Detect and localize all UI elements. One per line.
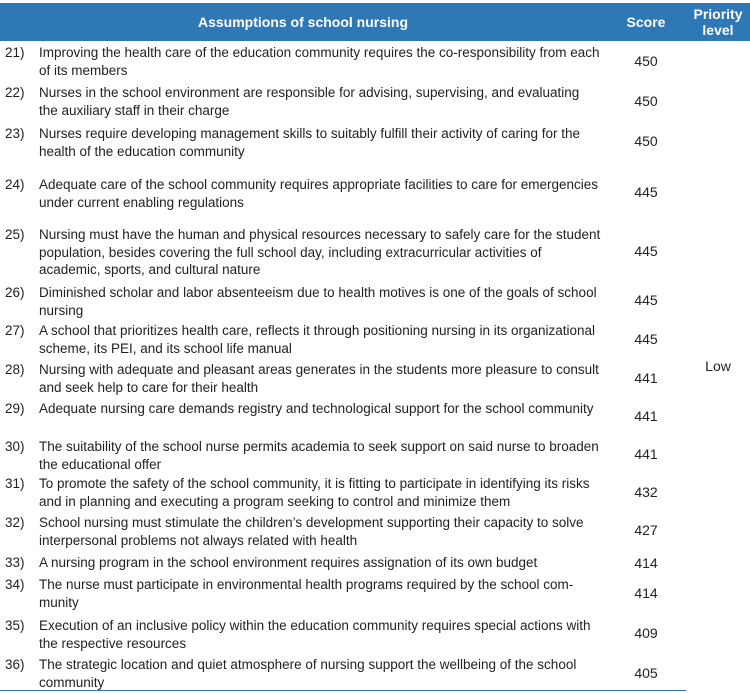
row-number: 24) (5, 177, 25, 192)
row-number: 32) (5, 515, 25, 530)
row-text: Diminished scholar and labor absenteeism due to health motives is one of the goals of school nursing (39, 285, 597, 318)
row-score: 450 (634, 53, 658, 69)
row-text: Nursing with adequate and pleasant areas generates in the students more pleasure to consult and seek help to care for their health (39, 362, 599, 395)
row-score: 441 (634, 446, 658, 462)
row-number: 25) (5, 227, 25, 242)
row-score: 427 (634, 522, 658, 538)
row-number: 30) (5, 439, 25, 454)
row-score: 441 (634, 370, 658, 386)
row-text: To promote the safety of the school community, it is fitting to participate in identifying its risks and in planning and executing a program seeking to control and minimize them (39, 476, 590, 509)
row-score: 414 (634, 555, 658, 571)
row-score: 409 (634, 625, 658, 641)
row-text: Nurses in the school environment are responsible for advising, supervising, and evaluating the auxiliary staff in their charge (39, 85, 580, 118)
row-number: 21) (5, 45, 25, 60)
header-score: Score (626, 14, 666, 30)
row-number: 36) (5, 657, 25, 672)
row-number: 31) (5, 476, 25, 491)
header-assumptions: Assumptions of school nursing (197, 14, 408, 30)
row-text: A school that prioritizes health care, reflects it through positioning nursing in its organizational scheme, its PEI, and its school life manual (39, 323, 596, 356)
row-text: Nurses require developing management skills to suitably fulfill their activity of caring for the health of the education community (39, 126, 581, 159)
row-text: Nursing must have the human and physical resources necessary to safely care for the student population, besides covering the full school day, including extracurricular activities of academic, sports, and cultural nature (39, 227, 601, 277)
row-number: 34) (5, 577, 25, 592)
priority-level-value: Low (705, 358, 731, 374)
row-score: 441 (634, 408, 658, 424)
row-number: 22) (5, 85, 25, 100)
row-text: Adequate nursing care demands registry and technological support for the school community (39, 401, 594, 416)
row-text: The suitability of the school nurse permits academia to seek support on said nurse to broaden the educational offer (39, 439, 599, 472)
row-number: 23) (5, 126, 25, 141)
row-number: 35) (5, 618, 25, 633)
row-score: 414 (634, 585, 658, 601)
row-text: Improving the health care of the education community requires the co-responsibility from each of its members (39, 45, 600, 78)
table-header (0, 3, 750, 41)
row-text: Execution of an inclusive policy within the education community requires special actions with the respective resources (39, 618, 591, 651)
row-number: 26) (5, 285, 25, 300)
row-text: The strategic location and quiet atmosphere of nursing support the wellbeing of the school community (39, 657, 577, 690)
row-text: School nursing must stimulate the children’s development supporting their capacity to solve interpersonal problems not always related with health (39, 515, 584, 548)
row-score: 432 (634, 484, 658, 500)
row-number: 28) (5, 362, 25, 377)
row-number: 27) (5, 323, 25, 338)
row-score: 445 (634, 184, 658, 200)
row-score: 450 (634, 133, 658, 149)
header-priority: Priority level (693, 6, 743, 38)
row-score: 450 (634, 93, 658, 109)
row-number: 33) (5, 555, 25, 570)
row-text: A nursing program in the school environment requires assignation of its own budget (39, 555, 538, 570)
table-bottom-rule (0, 690, 686, 691)
row-score: 445 (634, 331, 658, 347)
row-number: 29) (5, 401, 25, 416)
row-score: 405 (634, 665, 658, 681)
row-text: Adequate care of the school community requires appropriate facilities to care for emergencies under current enabling regulations (39, 177, 599, 210)
row-text: The nurse must participate in environmental health programs required by the school community (39, 577, 574, 610)
row-score: 445 (634, 292, 658, 308)
row-score: 445 (634, 243, 658, 259)
